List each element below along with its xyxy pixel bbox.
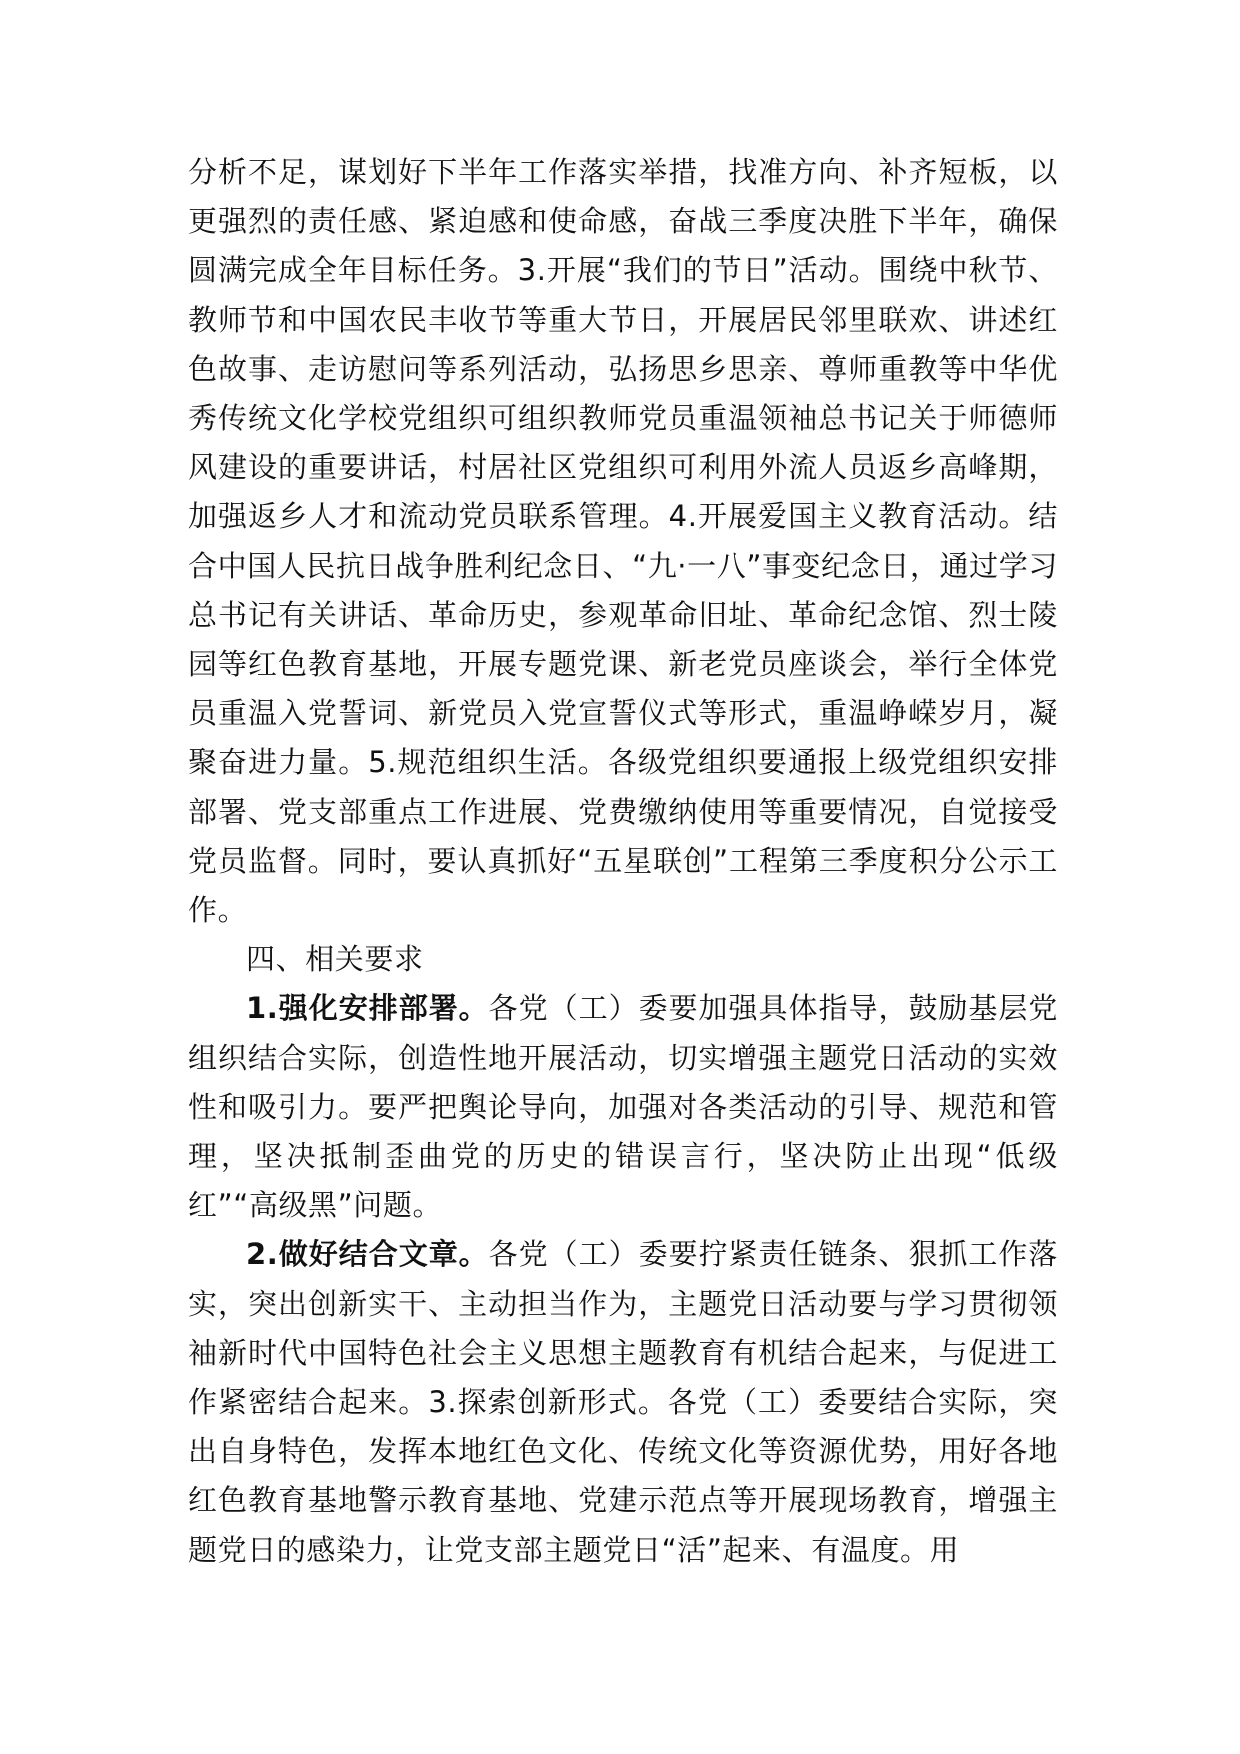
paragraph-lead-bold: 2.做好结合文章。 [246,1237,489,1272]
section-heading-requirements [188,935,1058,984]
paragraph-continued [188,148,1058,935]
paragraph-text: 各党（工）委要拧紧责任链条、狠抓工作落实，突出创新实干、主动担当作为，主题党日活动要与学习贯彻领袖新时代中国特色社会主义思想主题教育有机结合起来，与促进工作紧密结合起来。3.探索创新形式。各党（工）委要结合实际，突出自身特色，发挥本地红色文化、传统文化等资源优势，用好各地红色教育基地警示教育基地、党建示范点等开展现场教育，增强主题党日的感染力，让党支部主题党日“活”起来、有温度。用 [188,1237,1058,1567]
paragraph-lead-bold: 1.强化安排部署。 [246,991,489,1026]
section-heading-text: 四、相关要求 [246,942,424,977]
paragraph-strengthen-arrangement [188,984,1058,1230]
paragraph-text: 分析不足，谋划好下半年工作落实举措，找准方向、补齐短板，以更强烈的责任感、紧迫感和使命感，奋战三季度决胜下半年，确保圆满完成全年目标任务。3.开展“我们的节日”活动。围绕中秋节、教师节和中国农民丰收节等重大节日，开展居民邻里联欢、讲述红色故事、走访慰问等系列活动，弘扬思乡思亲、尊师重教等中华优秀传统文化学校党组织可组织教师党员重温领袖总书记关于师德师风建设的重要讲话，村居社区党组织可利用外流人员返乡高峰期，加强返乡人才和流动党员联系管理。4.开展爱国主义教育活动。结合中国人民抗日战争胜利纪念日、“九·一八”事变纪念日，通过学习总书记有关讲话、革命历史，参观革命旧址、革命纪念馆、烈士陵园等红色教育基地，开展专题党课、新老党员座谈会，举行全体党员重温入党誓词、新党员入党宣誓仪式等形式，重温峥嵘岁月，凝聚奋进力量。5.规范组织生活。各级党组织要通报上级党组织安排部署、党支部重点工作进展、党费缴纳使用等重要情况，自觉接受党员监督。同时，要认真抓好“五星联创”工程第三季度积分公示工作。 [188,155,1058,928]
paragraph-combine-articles [188,1230,1058,1574]
document-body [188,148,1058,1575]
paragraph-text: 各党（工）委要加强具体指导，鼓励基层党组织结合实际，创造性地开展活动，切实增强主题党日活动的实效性和吸引力。要严把舆论导向，加强对各类活动的引导、规范和管理，坚决抵制歪曲党的历史的错误言行，坚决防止出现“低级红”“高级黑”问题。 [188,991,1058,1223]
